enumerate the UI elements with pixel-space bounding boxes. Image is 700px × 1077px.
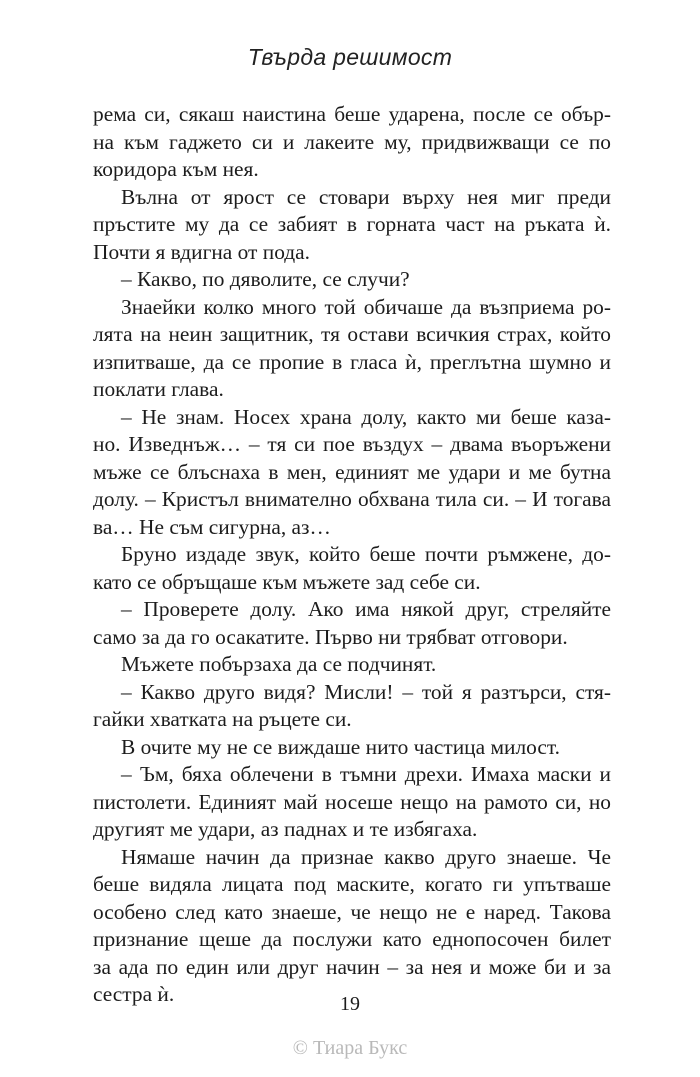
text-line: мъже се блъснаха в мен, единият ме удари и ме бутна — [93, 459, 611, 484]
text-line: сестра ѝ. — [93, 982, 175, 1006]
text-line: – Проверете долу. Ако има някой друг, стреляйте — [121, 597, 611, 621]
text-line: Вълна от ярост се стовари върху нея миг преди — [121, 184, 611, 209]
text-line: Мъжете побързаха да се подчинят. — [121, 652, 437, 676]
page-body-text — [93, 101, 611, 1009]
text-line: само за да го осакатите. Първо ни трябват отговори. — [93, 624, 568, 649]
running-head-title: Твърда решимост — [247, 44, 453, 70]
text-line: пистолети. Единият май носеше нещо на рамото си, но — [93, 789, 611, 814]
text-line: ва… Не съм сигурна, аз… — [93, 514, 331, 539]
text-line: – Какво друго видя? Мисли! – той я разтърси, стя- — [121, 679, 611, 704]
text-line: изпитваше, да се пропие в гласа ѝ, преглътна шумно и — [93, 349, 611, 374]
text-line: – Не знам. Носех храна долу, както ми беше каза- — [121, 404, 611, 429]
text-line: В очите му не се виждаше нито частица милост. — [121, 734, 560, 759]
copyright-watermark: © Тиара Букс — [292, 1037, 408, 1059]
text-line: пръстите му да се забият в горната част на ръката ѝ. — [93, 212, 611, 236]
text-line: лята на неин защитник, тя остави всичкия страх, който — [93, 322, 611, 346]
text-line: Знаейки колко много той обичаше да възприема ро- — [121, 294, 611, 319]
text-line: признание щеше да послужи като еднопосочен билет — [93, 927, 611, 951]
text-line: особено след като знаеше, че нещо не е наред. Такова — [93, 899, 611, 924]
text-line: беше видяла лицата под маските, когато ги упътваше — [93, 872, 611, 896]
text-line: за ада по един или друг начин – за нея и може би и за — [93, 954, 611, 979]
text-line: но. Изведнъж… – тя си пое въздух – двама въоръжени — [93, 432, 611, 456]
text-line: Нямаше начин да признае какво друго знаеше. Че — [121, 844, 611, 869]
text-line: рема си, сякаш наистина беше ударена, после се обър- — [93, 102, 611, 126]
text-line: – Ъм, бяха облечени в тъмни дрехи. Имаха маски и — [121, 762, 611, 786]
text-line: Почти я вдигна от пода. — [93, 239, 310, 264]
page-number: 19 — [340, 993, 360, 1015]
text-line: долу. – Кристъл внимателно обхвана тила си. – И тогава — [93, 487, 611, 511]
text-line: поклати глава. — [93, 377, 224, 401]
text-line: – Какво, по дяволите, се случи? — [121, 267, 410, 291]
text-line: като се обръщаше към мъжете зад себе си. — [93, 569, 481, 594]
text-line: другият ме удари, аз паднах и те избягаха. — [93, 817, 478, 841]
text-line: коридора към нея. — [93, 157, 259, 181]
text-line: гайки хватката на ръцете си. — [93, 707, 352, 731]
text-line: на към гаджето си и лакеите му, придвижващи се по — [93, 129, 611, 154]
text-line: Бруно издаде звук, който беше почти ръмжене, до- — [121, 542, 611, 566]
